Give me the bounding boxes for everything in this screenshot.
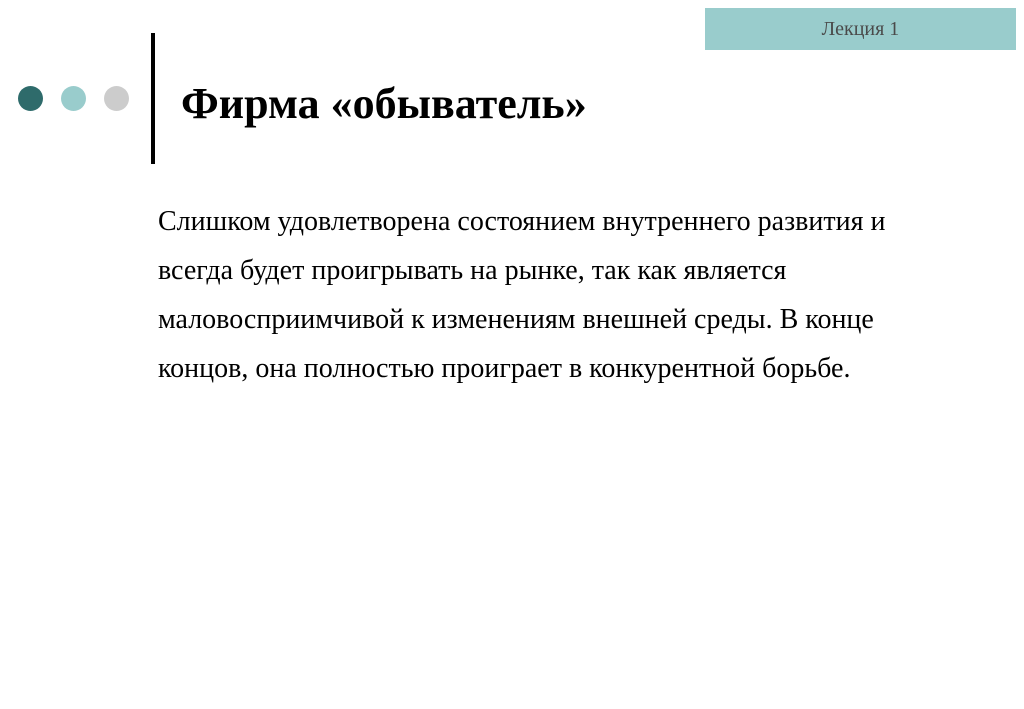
lecture-label: Лекция 1	[705, 8, 1016, 50]
decorative-dot-dark	[18, 86, 43, 111]
decorative-dot-gray	[104, 86, 129, 111]
slide-body-text: Слишком удовлетворена состоянием внутреннего развития и всегда будет проигрывать на рынке, так как является маловосприимчивой к изменениям внешней среды. В конце концов, она полностью проиграет в конкурентной борьбе.	[158, 206, 886, 384]
title-divider	[151, 33, 155, 164]
decorative-dot-light	[61, 86, 86, 111]
slide-title: Фирма «обыватель»	[181, 79, 587, 128]
